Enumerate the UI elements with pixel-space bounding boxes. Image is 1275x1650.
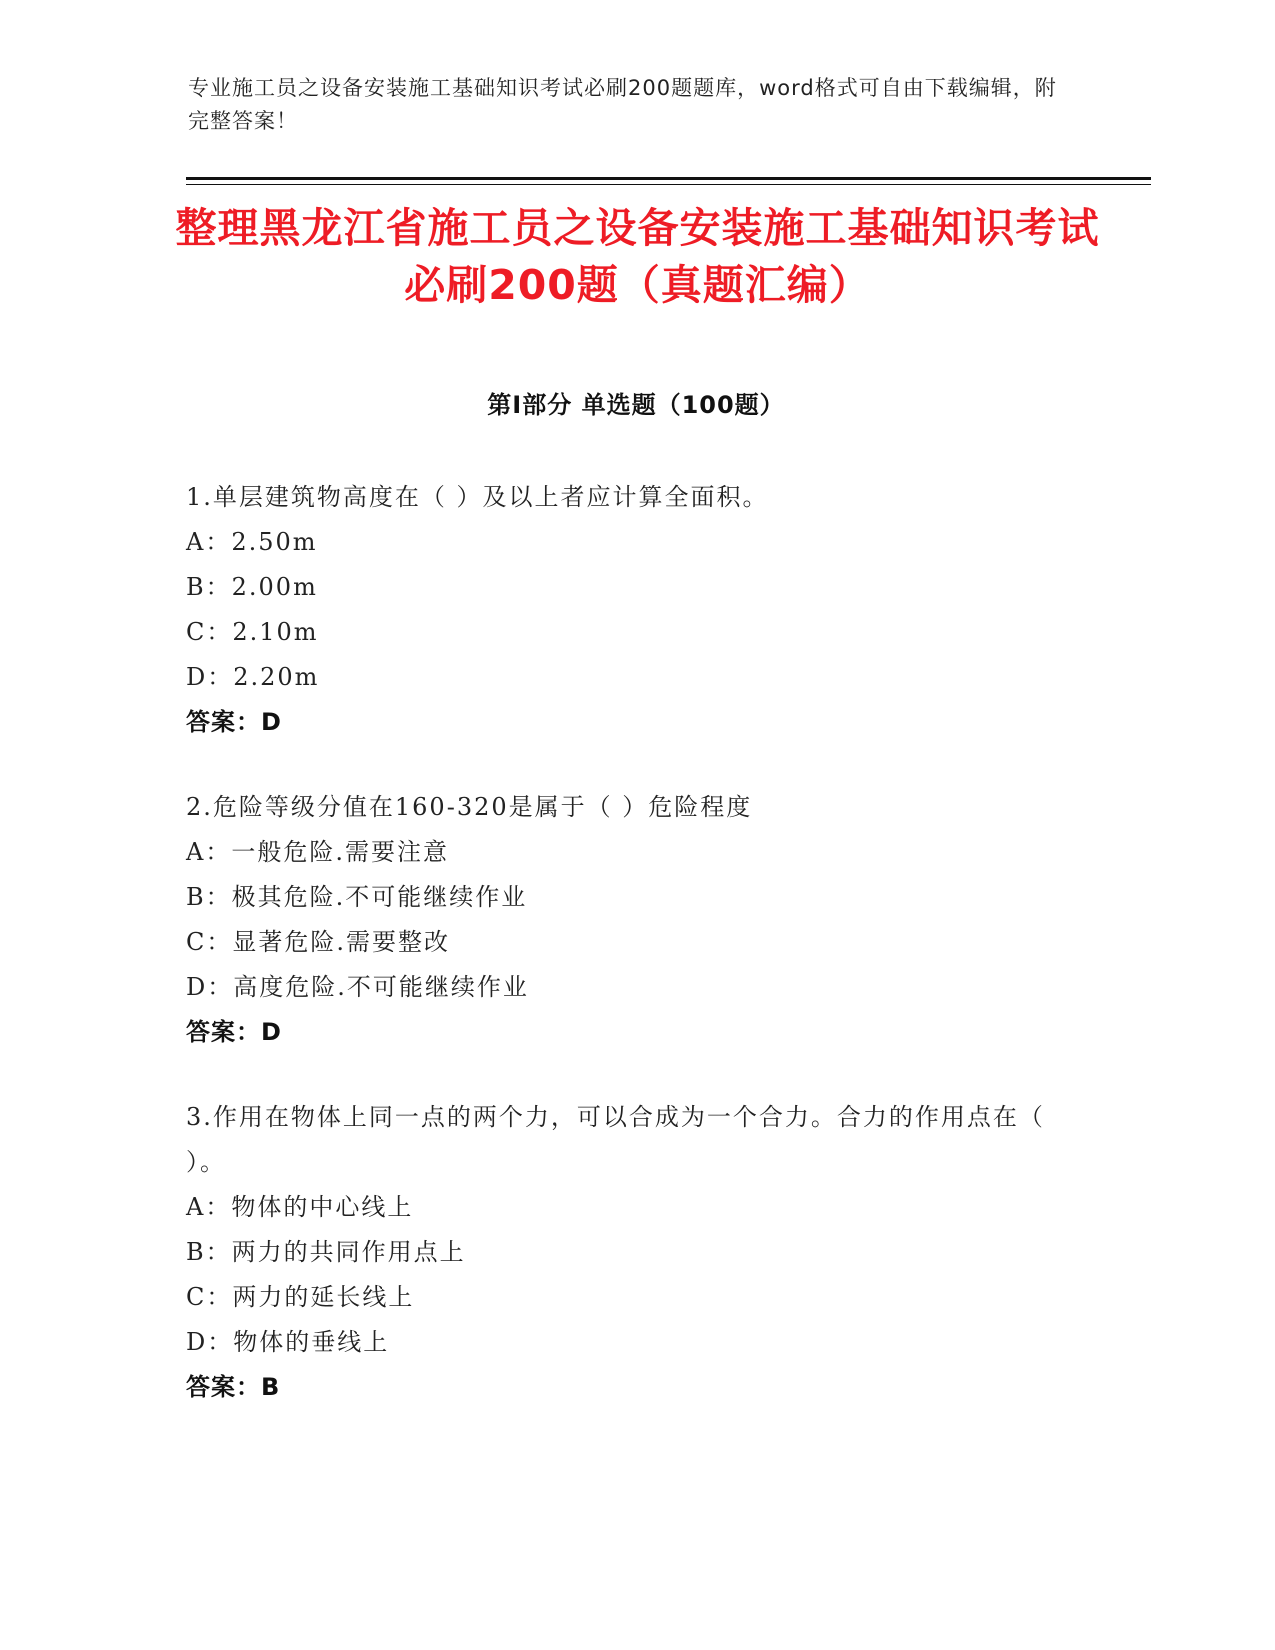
question-stem: 1.单层建筑物高度在（ ）及以上者应计算全面积。: [186, 483, 769, 511]
option-b: B：2.00m: [186, 573, 318, 601]
option-a: A：2.50m: [186, 528, 318, 556]
option-c: C：2.10m: [186, 618, 319, 646]
section-title: 第Ⅰ部分 单选题（100题）: [487, 391, 785, 419]
document-title: 整理黑龙江省施工员之设备安装施工基础知识考试必刷200题（真题汇编）: [175, 204, 1100, 309]
question-stem: 2.危险等级分值在160-320是属于（ ）危险程度: [186, 793, 753, 821]
header-divider-thin: [186, 184, 1151, 185]
answer-label: 答案：B: [186, 1373, 281, 1401]
question-stem: 3.作用在物体上同一点的两个力，可以合成为一个合力。合力的作用点在（ ）。: [186, 1103, 1045, 1176]
option-b: B：极其危险.不可能继续作业: [186, 883, 528, 911]
option-a: A：一般危险.需要注意: [186, 838, 449, 866]
answer-label: 答案：D: [186, 708, 282, 736]
question-3: [186, 1095, 1086, 1410]
question-2: [186, 785, 1086, 1055]
option-c: C：两力的延长线上: [186, 1283, 415, 1311]
option-d: D：2.20m: [186, 663, 320, 691]
option-a: A：物体的中心线上: [186, 1193, 414, 1221]
question-list: [186, 475, 1086, 1450]
question-1: [186, 475, 1086, 745]
header-note: 专业施工员之设备安装施工基础知识考试必刷200题题库，word格式可自由下载编辑，附完整答案！: [188, 76, 1057, 133]
option-d: D：高度危险.不可能继续作业: [186, 973, 529, 1001]
option-c: C：显著危险.需要整改: [186, 928, 450, 956]
option-d: D：物体的垂线上: [186, 1328, 390, 1356]
option-b: B：两力的共同作用点上: [186, 1238, 466, 1266]
header-divider-thick: [186, 177, 1151, 180]
answer-label: 答案：D: [186, 1018, 282, 1046]
